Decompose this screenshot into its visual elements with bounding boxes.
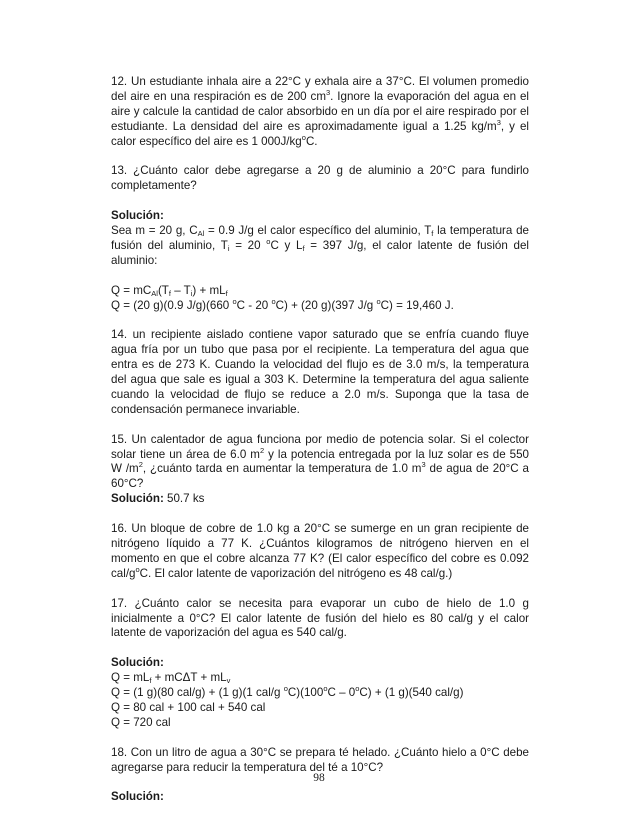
problem-14 [111, 328, 529, 417]
page-number: 98 [313, 772, 325, 784]
problem-13-equations [111, 284, 529, 314]
problem-17 [111, 597, 529, 642]
problem-18-text: 18. Con un litro de agua a 30°C se prepara té helado. ¿Cuánto hielo a 0°C debe agregarse para reducir la temperatura del té a 10°C? [111, 745, 529, 774]
problem-13-solution [111, 209, 529, 269]
equation-line: Q = (1 g)(80 cal/g) + (1 g)(1 cal/g $^oC)(100^oC - 0^oC) + (1$ g)(540 cal/g) [111, 684, 464, 700]
equation-line: Q = 80 cal + 100 cal + 540 cal [111, 700, 266, 714]
problem-15-text: 15. Un calentador de agua funciona por medio de potencia solar. Si el colector solar tiene un área de 6.0 $m^2$ y la potencia entregada por la luz solar es de 550 W $/m^2$, ¿cuánto tarda en aumentar la temperatura de 1.0 $m^3$ de agua de 20°C a 60°C? [111, 432, 529, 491]
problem-17-text: 17. ¿Cuánto calor se necesita para evaporar un cubo de hielo de 1.0 g inicialmente a 0°C? El calor latente de fusión del hielo es 80 cal/g y el calor latente de vaporización del agua es 540 cal/g. [111, 596, 529, 640]
equation-line: $Q = mL_f + mC\Delta T + mL_v$ [111, 671, 231, 686]
document-page [111, 75, 529, 820]
solution-label: Solución: [111, 790, 164, 804]
problem-15 [111, 433, 529, 508]
solution-label: Solución: [111, 492, 164, 506]
problem-14-text: 14. un recipiente aislado contiene vapor saturado que se enfría cuando fluye agua fría por un tubo que pasa por el recipiente. La temperatura del agua que entra es de 273 K. Cuando la velocidad del flujo es de 3.0 m/s, la temperatura del agua que sale es igual a 303 K. Determine la temperatura del agua saliente cuando la velocidad de flujo se reduce a 2.0 m/s. Suponga que la tasa de condensación permanece invariable. [111, 328, 529, 416]
problem-13 [111, 164, 529, 194]
problem-12 [111, 75, 529, 150]
problem-17-solution [111, 656, 529, 731]
problem-16-text: 16. Un bloque de cobre de 1.0 kg a 20°C se sumerge en un gran recipiente de nitrógeno líquido a 77 K. ¿Cuántos kilogramos de nitrógeno hierven en el momento en que el cobre alcanza 77 K? (El calor específico del cobre es 0.092 cal/$g^oC$. El calor latente de vaporización del nitrógeno es 48 cal/g.) [111, 522, 529, 580]
problem-18 [111, 746, 529, 776]
equation-line: $Q = mC_{Al}(T_f - T_i) + mL_f$ [111, 283, 228, 298]
solution-label: Solución: [111, 656, 164, 670]
problem-12-text: 12. Un estudiante inhala aire a 22°C y exhala aire a 37°C. El volumen promedio del aire en una respiración es de 200 $cm^3$. Ignore la evaporación del agua en el aire y calcule la cantidad de calor absorbido en un día por el aire respirado por el estudiante. La densidad del aire es aproximadamente igual a 1.25 $kg/m^3$, y el calor específico del aire es 1 $000J/kg^oC$. [111, 75, 530, 148]
problem-15-solution [111, 492, 529, 507]
problem-16 [111, 522, 529, 582]
equation-line: Q = (20 g)(0.9 J/g)(660 $^o$C - 20 $^o$C) + (20 g)(397 J/g $^o$C) = 19,460 J. [111, 296, 454, 312]
equation-line: Q = 720 cal [111, 715, 171, 729]
problem-18-solution [111, 790, 529, 805]
solution-label: Solución: [111, 209, 164, 223]
solution-13-definitions: Sea m = 20 g, $C_{Al} = 0.9$ J/g el calor específico del aluminio, $T_f$ la temperatura de fusión del aluminio, $T_i = 20$ $^o$C y $L_f = 397$ J/g, el calor latente de fusión del aluminio: [111, 224, 530, 267]
problem-13-text: 13. ¿Cuánto calor debe agregarse a 20 g de aluminio a 20°C para fundirlo completamente? [111, 164, 529, 193]
solution-value: 50.7 ks [163, 492, 205, 506]
